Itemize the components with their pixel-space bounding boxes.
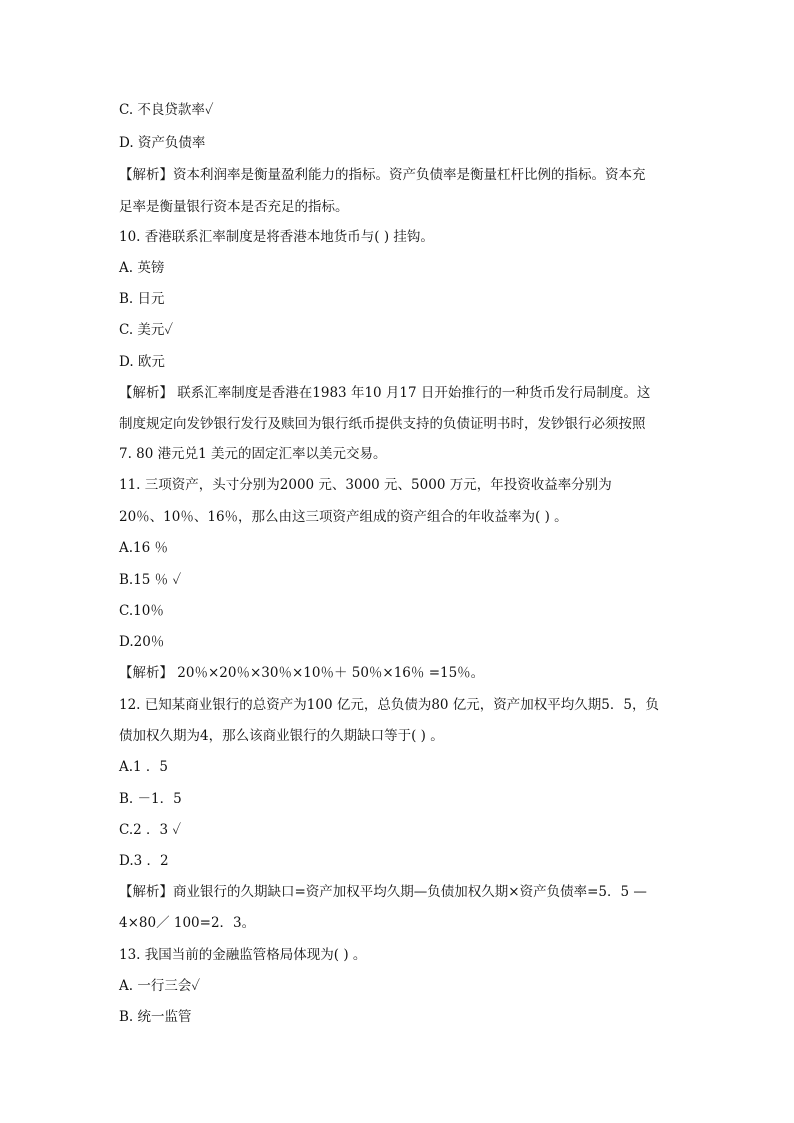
option-line: C.10％ (119, 603, 164, 619)
option-line: D.20％ (119, 634, 165, 650)
option-line: C. 美元✓ (119, 322, 174, 338)
option-line: D. 欧元 (119, 354, 165, 370)
analysis-line: 【解析】商业银行的久期缺口=资产加权平均久期—负债加权久期×资产负债率=5．5 — (119, 884, 647, 900)
option-line: A.1 ．5 (119, 759, 169, 775)
question-line: 11. 三项资产，头寸分别为2000 元、3000 元、5000 万元，年投资收益率分别为 (119, 477, 612, 493)
question-line: 债加权久期为4，那么该商业银行的久期缺口等于( ) 。 (119, 728, 444, 744)
option-line: D. 资产负债率 (119, 135, 206, 151)
analysis-line: 7. 80 港元兑1 美元的固定汇率以美元交易。 (119, 446, 387, 462)
analysis-line: 足率是衡量银行资本是否充足的指标。 (119, 199, 349, 215)
analysis-line: 【解析】 20％×20％×30％×10％＋ 50％×16％ =15％。 (119, 665, 485, 681)
option-line: B. 日元 (119, 291, 165, 307)
analysis-line: 【解析】资本利润率是衡量盈利能力的指标。资产负债率是衡量杠杆比例的指标。资本充 (119, 167, 646, 183)
option-line: A. 一行三会✓ (119, 978, 201, 994)
question-line: 13. 我国当前的金融监管格局体现为( ) 。 (119, 947, 367, 963)
analysis-line: 4×80／ 100=2．3。 (119, 915, 256, 931)
option-line: D.3 ．2 (119, 853, 169, 869)
question-line: 20％、10％、16％，那么由这三项资产组成的资产组合的年收益率为( ) 。 (119, 509, 568, 525)
option-line: B. －1．5 (119, 791, 182, 807)
option-line: C.2 ．3 ✓ (119, 822, 182, 838)
option-line: A.16 ％ (119, 540, 169, 556)
option-line: B.15 ％ ✓ (119, 572, 182, 588)
option-line: B. 统一监管 (119, 1009, 192, 1025)
analysis-line: 【解析】 联系汇率制度是香港在1983 年10 月17 日开始推行的一种货币发行局制度。这 (119, 385, 651, 401)
question-line: 12. 已知某商业银行的总资产为100 亿元，总负债为80 亿元，资产加权平均久期5．5，负 (119, 697, 659, 713)
option-line: A. 英镑 (119, 260, 165, 276)
question-line: 10. 香港联系汇率制度是将香港本地货币与( ) 挂钩。 (119, 229, 434, 245)
analysis-line: 制度规定向发钞银行发行及赎回为银行纸币提供支持的负债证明书时，发钞银行必须按照 (119, 416, 646, 432)
option-line: C. 不良贷款率✓ (119, 102, 214, 118)
